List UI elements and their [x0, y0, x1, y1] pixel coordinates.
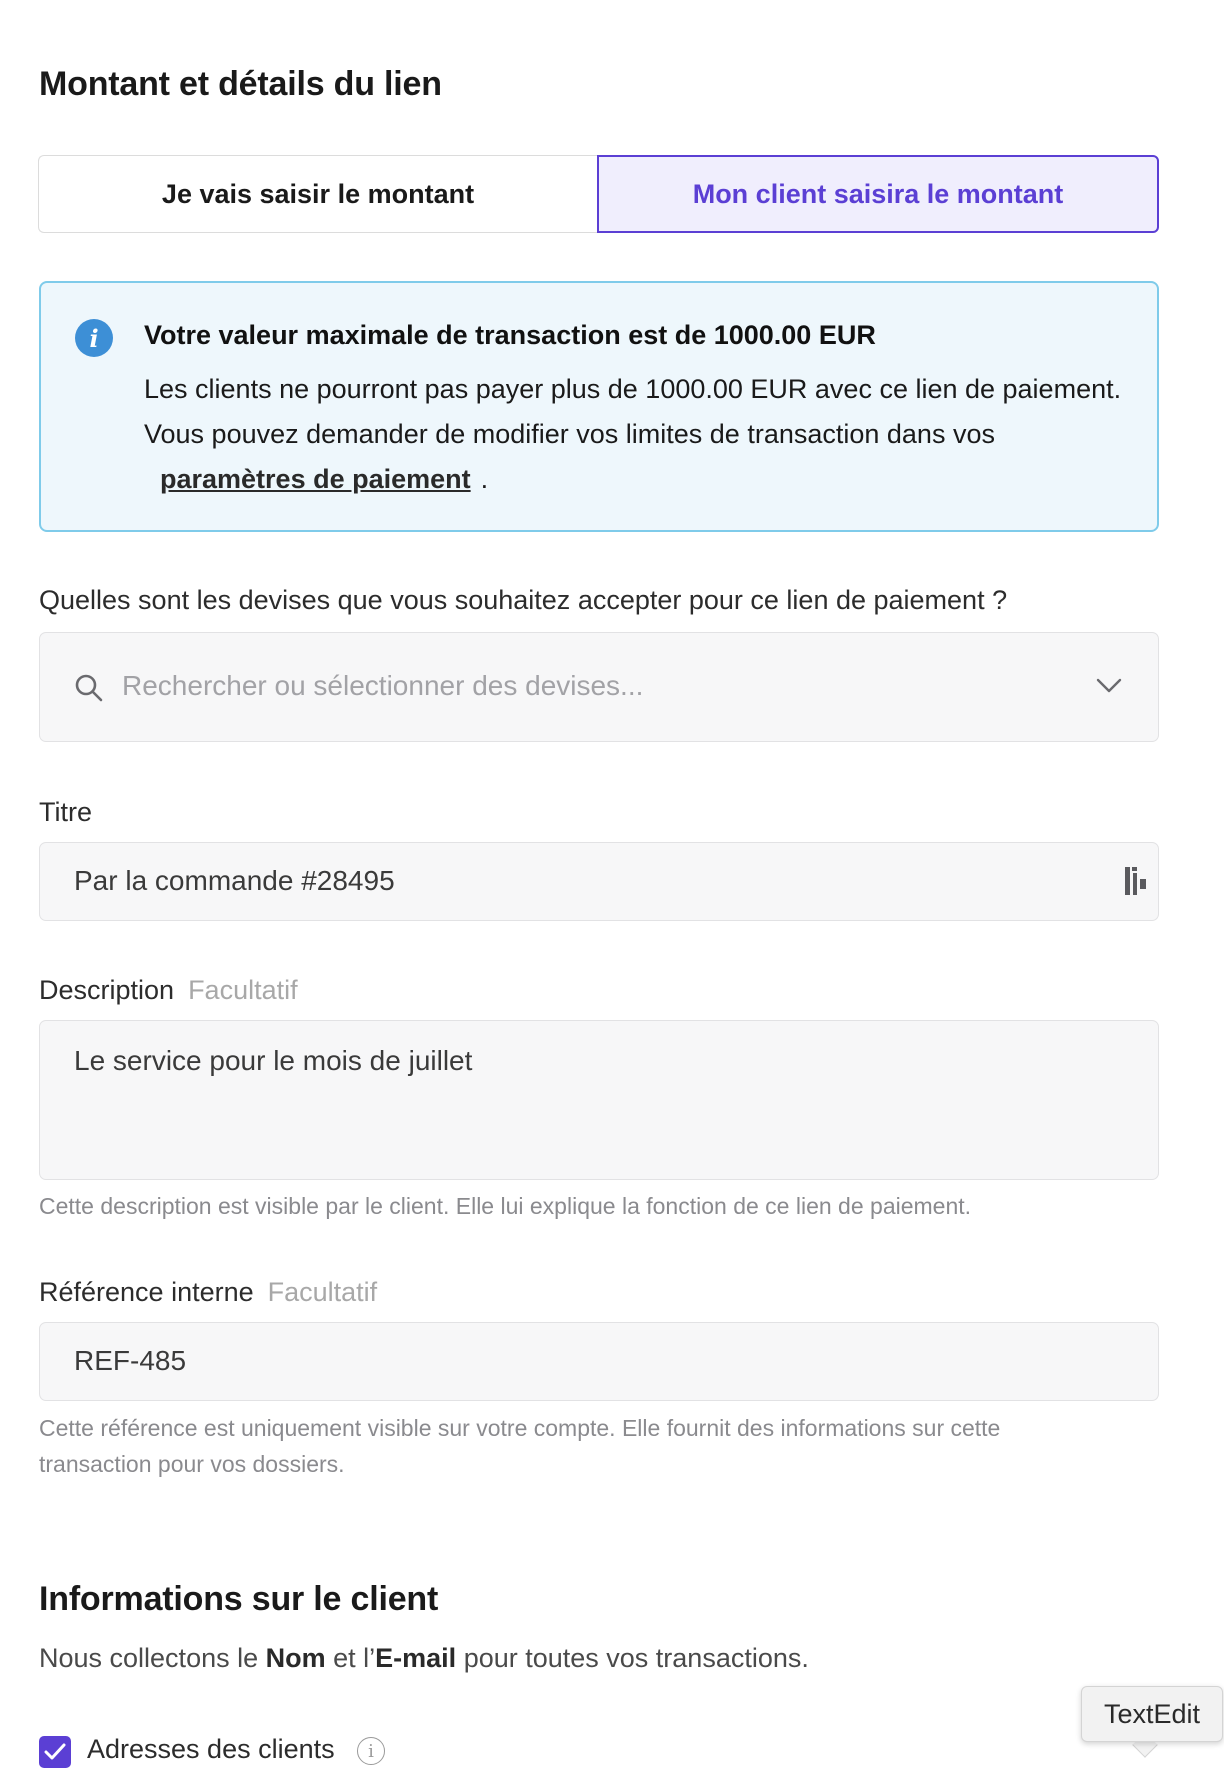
subtitle-email: E-mail: [375, 1643, 457, 1673]
description-value: Le service pour le mois de juillet: [74, 1045, 473, 1076]
subtitle-mid: et l’: [325, 1643, 376, 1673]
description-textarea[interactable]: [39, 1020, 1159, 1180]
banner-title: Votre valeur maximale de transaction est de 1000.00 EUR: [144, 320, 876, 350]
subtitle-name: Nom: [265, 1643, 326, 1673]
payment-settings-link[interactable]: paramètres de paiement: [160, 464, 471, 494]
chevron-down-icon[interactable]: [1096, 677, 1122, 695]
transaction-limit-banner: [39, 281, 1159, 532]
client-subtitle: [39, 1643, 809, 1674]
subtitle-suffix: pour toutes vos transactions.: [456, 1643, 809, 1673]
password-manager-icon[interactable]: [1123, 865, 1149, 897]
title-input[interactable]: [39, 842, 1159, 921]
reference-optional: Facultatif: [267, 1277, 378, 1307]
description-label-text: Description: [39, 975, 175, 1005]
title-value: Par la commande #28495: [74, 865, 395, 896]
reference-label-text: Référence interne: [39, 1277, 254, 1307]
banner-body: [144, 367, 1134, 502]
search-icon: [74, 673, 104, 703]
banner-body-text: Les clients ne pourront pas payer plus de 1000.00 EUR avec ce lien de paiement. Vous pouvez demander de modifier vos limites de transaction dans vos: [144, 374, 1122, 449]
reference-input[interactable]: [39, 1322, 1159, 1401]
reference-label: [39, 1277, 377, 1308]
reference-value: REF-485: [74, 1345, 187, 1376]
currencies-placeholder: Rechercher ou sélectionner des devises...: [122, 670, 644, 701]
info-icon[interactable]: i: [357, 1737, 385, 1765]
client-addresses-label[interactable]: Adresses des clients: [87, 1734, 335, 1764]
check-icon: [44, 1743, 66, 1761]
currencies-select[interactable]: [39, 632, 1159, 742]
section-title-amount: Montant et détails du lien: [39, 65, 442, 103]
reference-helper: Cette référence est uniquement visible sur votre compte. Elle fournit des informations sur cette transaction pour vos dossiers.: [39, 1415, 1001, 1477]
client-addresses-checkbox[interactable]: [39, 1736, 71, 1768]
client-enters-amount-button[interactable]: Mon client saisira le montant: [597, 155, 1159, 233]
amount-mode-toggle: [38, 155, 1159, 233]
description-label: [39, 975, 298, 1006]
textedit-tooltip: TextEdit: [1081, 1686, 1223, 1742]
currencies-question: Quelles sont les devises que vous souhaitez accepter pour ce lien de paiement ?: [39, 585, 1008, 615]
description-optional: Facultatif: [188, 975, 298, 1005]
banner-suffix: .: [480, 464, 489, 494]
section-title-client: Informations sur le client: [39, 1580, 439, 1618]
title-label: Titre: [39, 797, 92, 827]
enter-amount-myself-button[interactable]: Je vais saisir le montant: [38, 155, 597, 233]
description-helper: Cette description est visible par le client. Elle lui explique la fonction de ce lien de paiement.: [39, 1193, 972, 1219]
subtitle-prefix: Nous collectons le: [39, 1643, 266, 1673]
info-icon: i: [75, 319, 113, 357]
